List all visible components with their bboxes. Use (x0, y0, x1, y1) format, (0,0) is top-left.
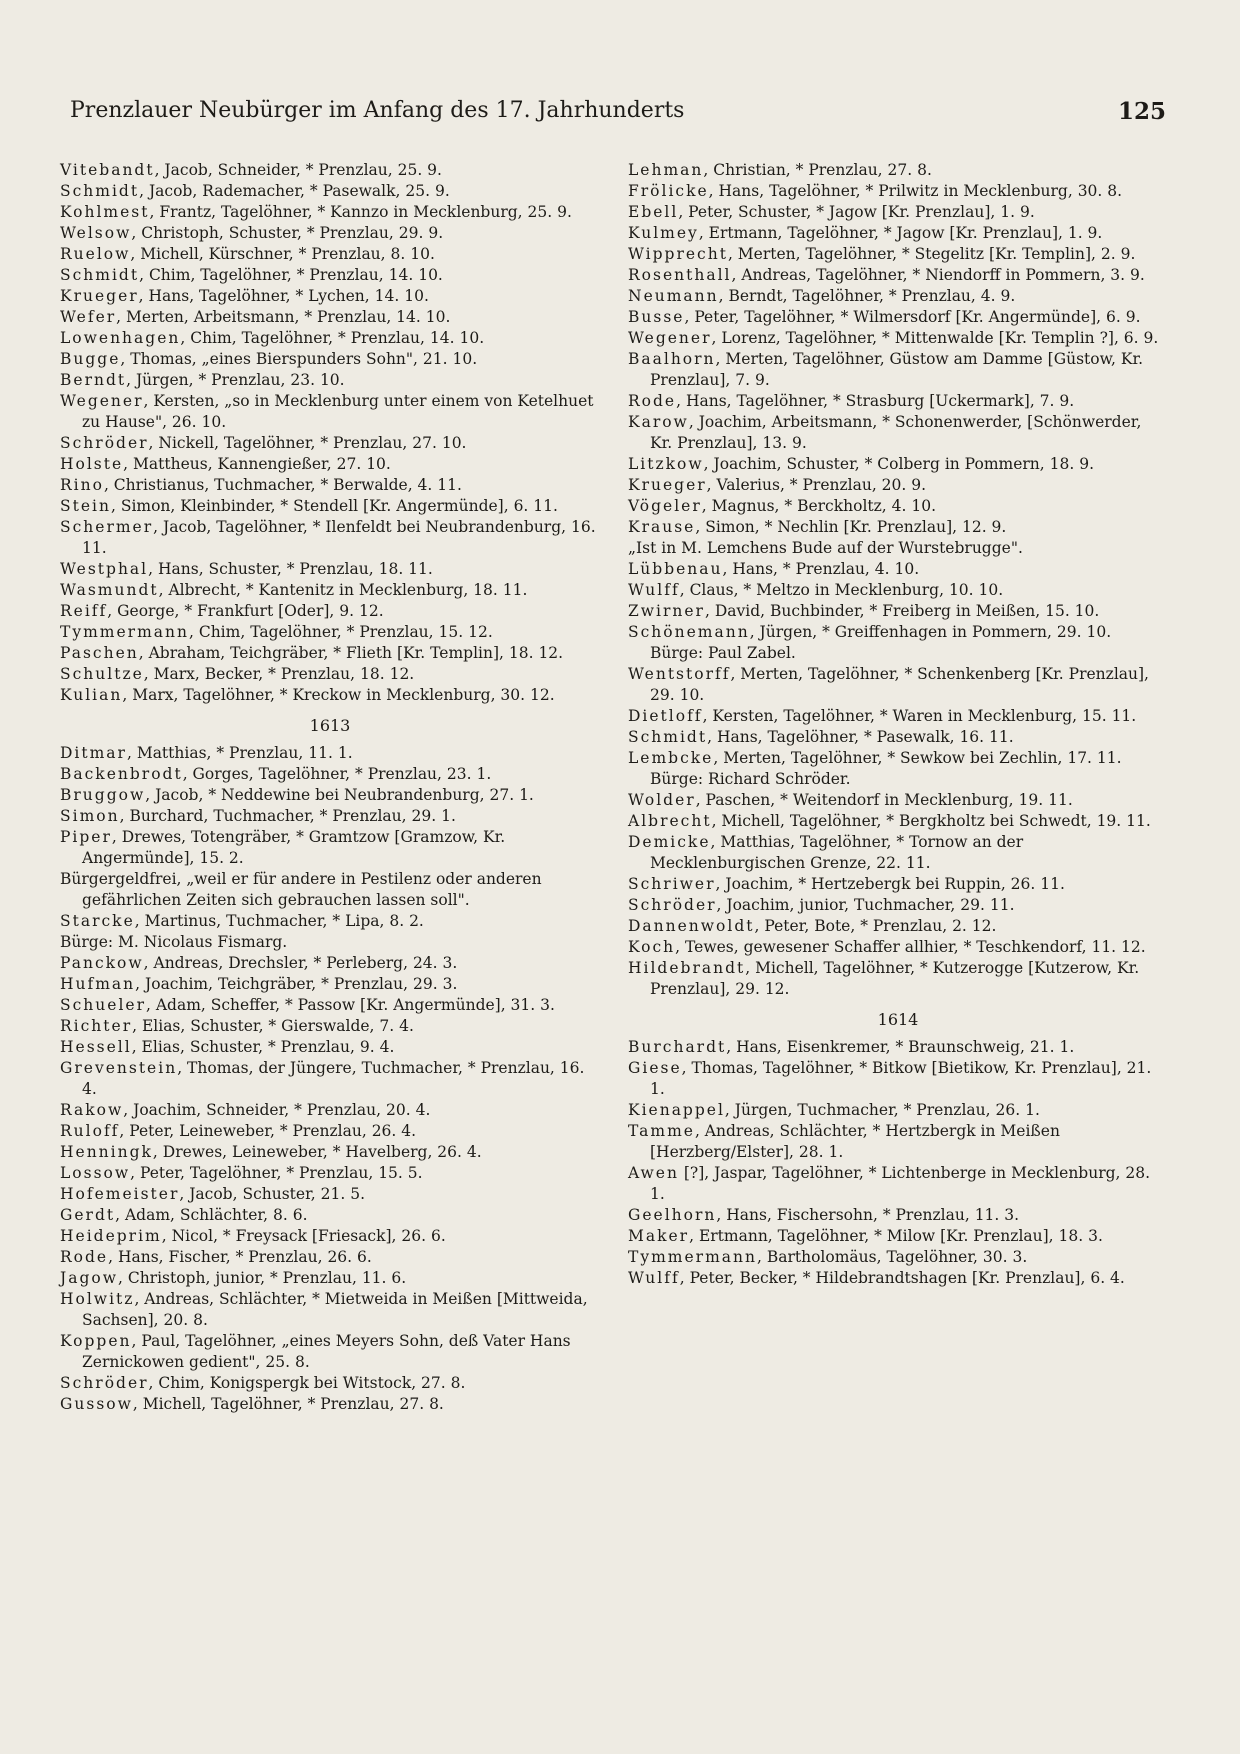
entry-details: , Ertmann, Tagelöhner, * Milow [Kr. Prenzlau], 18. 3. (689, 1227, 1103, 1245)
register-entry (60, 1142, 600, 1163)
register-entry (60, 454, 600, 475)
right-column (628, 160, 1168, 1289)
register-entry (628, 580, 1168, 601)
entry-details: , Andreas, Schlächter, * Mietweida in Meißen [Mittweida, Sachsen], 20. 8. (82, 1290, 588, 1329)
entry-surname: Kulmey (628, 224, 699, 242)
entry-details: , Jürgen, Tuchmacher, * Prenzlau, 26. 1. (724, 1101, 1040, 1119)
register-entry (60, 370, 600, 391)
register-entry (60, 827, 600, 869)
entry-details: , Hans, Tagelöhner, * Pasewalk, 16. 11. (707, 728, 1014, 746)
entry-surname: Bugge (60, 350, 121, 368)
register-entry (628, 727, 1168, 748)
register-entry (60, 1163, 600, 1184)
register-entry (628, 475, 1168, 496)
entry-details: , Joachim, Schuster, * Colberg in Pommern, 18. 9. (703, 455, 1094, 473)
register-entry (60, 622, 600, 643)
register-entry (628, 265, 1168, 286)
register-entry (628, 832, 1168, 874)
register-entry (628, 937, 1168, 958)
entry-details: , Frantz, Tagelöhner, * Kannzo in Mecklenburg, 25. 9. (149, 203, 572, 221)
entry-details: , Hans, * Prenzlau, 4. 10. (722, 560, 920, 578)
register-entry (628, 244, 1168, 265)
entry-surname: Lübbenau (628, 560, 723, 578)
register-entry (60, 1247, 600, 1268)
register-entry (628, 202, 1168, 223)
entry-details: , Chim, Tagelöhner, * Prenzlau, 15. 12. (188, 623, 493, 641)
entry-details: , Adam, Scheffer, * Passow [Kr. Angermünde], 31. 3. (145, 996, 555, 1014)
entry-surname: Jagow (60, 1269, 118, 1287)
entry-details: , Drewes, Leineweber, * Havelberg, 26. 4. (152, 1143, 482, 1161)
entry-surname: Simon (60, 807, 120, 825)
entry-details: , Kersten, Tagelöhner, * Waren in Mecklenburg, 15. 11. (702, 707, 1137, 725)
entry-surname: Schmidt (628, 728, 708, 746)
register-entry (60, 496, 600, 517)
entry-details: „Ist in M. Lemchens Bude auf der Wurstebrugge". (628, 539, 1023, 557)
entry-details: , Hans, Fischer, * Prenzlau, 26. 6. (108, 1248, 372, 1266)
entry-details: , Simon, * Nechlin [Kr. Prenzlau], 12. 9. (695, 518, 1007, 536)
entry-details: , Michell, Tagelöhner, * Prenzlau, 27. 8. (132, 1395, 444, 1413)
register-entry (628, 1268, 1168, 1289)
entry-surname: Vitebandt (60, 161, 155, 179)
entry-surname: Tymmermann (60, 623, 189, 641)
entry-details: , Hans, Tagelöhner, * Prilwitz in Mecklenburg, 30. 8. (708, 182, 1123, 200)
entry-surname: Hofemeister (60, 1185, 180, 1203)
register-entry (60, 1121, 600, 1142)
register-entry (60, 743, 600, 764)
entry-details: , Andreas, Schlächter, * Hertzbergk in Meißen [Herzberg/Elster], 28. 1. (650, 1122, 1060, 1161)
entry-details: , Peter, Tagelöhner, * Prenzlau, 15. 5. (130, 1164, 423, 1182)
entry-surname: Albrecht (628, 812, 712, 830)
entry-details: , Hans, Tagelöhner, * Lychen, 14. 10. (138, 287, 429, 305)
register-entry (628, 1163, 1168, 1205)
entry-details: , Joachim, Teichgräber, * Prenzlau, 29. 3. (135, 975, 458, 993)
entry-surname: Rino (60, 476, 104, 494)
entry-surname: Koppen (60, 1332, 132, 1350)
register-entry (628, 958, 1168, 1000)
register-entry (60, 1205, 600, 1226)
entry-details: , Paul, Tagelöhner, „eines Meyers Sohn, deß Vater Hans Zernickowen gedient", 25. 8. (82, 1332, 571, 1371)
page-header (70, 98, 1166, 132)
entry-details: , Hans, Tagelöhner, * Strasburg [Uckermark], 7. 9. (676, 392, 1075, 410)
entry-details: , Peter, Becker, * Hildebrandtshagen [Kr. Prenzlau], 6. 4. (679, 1269, 1125, 1287)
register-entry (60, 1184, 600, 1205)
entry-details: , Matthias, * Prenzlau, 11. 1. (126, 744, 353, 762)
register-entry (628, 454, 1168, 475)
entry-surname: Westphal (60, 560, 149, 578)
entry-details: , Peter, Bote, * Prenzlau, 2. 12. (754, 917, 997, 935)
entry-details: , Burchard, Tuchmacher, * Prenzlau, 29. 1. (119, 807, 456, 825)
entry-surname: Gussow (60, 1395, 133, 1413)
entry-details: , Peter, Schuster, * Jagow [Kr. Prenzlau], 1. 9. (678, 203, 1035, 221)
entry-details: , Michell, Tagelöhner, * Bergkholtz bei Schwedt, 19. 11. (711, 812, 1151, 830)
entry-surname: Baalhorn (628, 350, 716, 368)
entry-details: , Thomas, der Jüngere, Tuchmacher, * Prenzlau, 16. 4. (82, 1059, 585, 1098)
entry-details: , Simon, Kleinbinder, * Stendell [Kr. Angermünde], 6. 11. (110, 497, 558, 515)
register-entry (60, 1226, 600, 1247)
entry-surname: Wipprecht (628, 245, 728, 263)
entry-surname: Starcke (60, 912, 135, 930)
entry-surname: Welsow (60, 224, 132, 242)
register-entry (60, 286, 600, 307)
register-entry (628, 1247, 1168, 1268)
register-entry (628, 622, 1168, 664)
register-entry (60, 328, 600, 349)
register-entry (60, 869, 600, 911)
entry-surname: Schmidt (60, 182, 140, 200)
register-entry (628, 391, 1168, 412)
entry-surname: Gerdt (60, 1206, 116, 1224)
entry-surname: Koch (628, 938, 676, 956)
register-entry (628, 328, 1168, 349)
entry-details: , Jacob, Schneider, * Prenzlau, 25. 9. (154, 161, 442, 179)
entry-surname: Neumann (628, 287, 719, 305)
register-entry (628, 1058, 1168, 1100)
entry-surname: Vögeler (628, 497, 702, 515)
entry-details: , Elias, Schuster, * Prenzlau, 9. 4. (131, 1038, 395, 1056)
register-entry (60, 764, 600, 785)
entry-details: , Hans, Fischersohn, * Prenzlau, 11. 3. (716, 1206, 1020, 1224)
entry-surname: Wolder (628, 791, 696, 809)
entry-surname: Paschen (60, 644, 139, 662)
entry-surname: Schröder (60, 1374, 149, 1392)
entry-surname: Piper (60, 828, 112, 846)
entry-details: , Kersten, „so in Mecklenburg unter einem von Ketelhuet zu Hause", 26. 10. (82, 392, 594, 431)
entry-surname: Wegener (628, 329, 712, 347)
entry-details: , Jacob, * Neddewine bei Neubrandenburg, 27. 1. (145, 786, 534, 804)
entry-details: , Drewes, Totengräber, * Gramtzow [Gramzow, Kr. Angermünde], 15. 2. (82, 828, 506, 867)
register-entry (60, 601, 600, 622)
entry-surname: Wasmundt (60, 581, 159, 599)
entry-surname: Wulff (628, 1269, 680, 1287)
entry-details: , Merten, Tagelöhner, Güstow am Damme [Güstow, Kr. Prenzlau], 7. 9. (650, 350, 1144, 389)
entry-details: , Christianus, Tuchmacher, * Berwalde, 4. 11. (103, 476, 462, 494)
entry-surname: Hufman (60, 975, 136, 993)
register-entry (60, 244, 600, 265)
register-entry (60, 349, 600, 370)
register-entry (60, 307, 600, 328)
entry-surname: Wefer (60, 308, 117, 326)
entry-surname: Wegener (60, 392, 144, 410)
entry-surname: Panckow (60, 954, 144, 972)
page-number: 125 (1117, 98, 1166, 125)
entry-surname: Henningk (60, 1143, 153, 1161)
register-entry (628, 538, 1168, 559)
register-entry (60, 391, 600, 433)
entry-details: , Merten, Tagelöhner, * Stegelitz [Kr. Templin], 2. 9. (727, 245, 1136, 263)
entry-surname: Schönemann (628, 623, 750, 641)
entry-surname: Maker (628, 1227, 690, 1245)
entry-details: , Joachim, Schneider, * Prenzlau, 20. 4. (123, 1101, 431, 1119)
entry-surname: Lembcke (628, 749, 714, 767)
entry-surname: Krueger (60, 287, 139, 305)
entry-surname: Krause (628, 518, 696, 536)
register-entry (60, 1373, 600, 1394)
entry-details: , Joachim, Arbeitsmann, * Schonenwerder, [Schönwerder, Kr. Prenzlau], 13. 9. (650, 413, 1142, 452)
register-entry (60, 475, 600, 496)
register-entry (60, 580, 600, 601)
register-entry (628, 286, 1168, 307)
entry-surname: Tamme (628, 1122, 695, 1140)
entry-surname: Schmidt (60, 266, 140, 284)
register-entry (628, 811, 1168, 832)
entry-surname: Bruggow (60, 786, 146, 804)
entry-details: , Merten, Tagelöhner, * Schenkenberg [Kr. Prenzlau], 29. 10. (650, 665, 1149, 704)
register-entry (628, 496, 1168, 517)
register-entry (60, 1037, 600, 1058)
register-entry (60, 932, 600, 953)
entry-surname: Kulian (60, 686, 123, 704)
entry-details: , Christian, * Prenzlau, 27. 8. (703, 161, 932, 179)
register-entry (628, 1100, 1168, 1121)
entry-details: , Christoph, Schuster, * Prenzlau, 29. 9. (131, 224, 444, 242)
entry-details: , Michell, Tagelöhner, * Kutzerogge [Kutzerow, Kr. Prenzlau], 29. 12. (650, 959, 1140, 998)
entry-surname: Backenbrodt (60, 765, 183, 783)
entry-details: , Michell, Kürschner, * Prenzlau, 8. 10. (130, 245, 435, 263)
entry-details: , Magnus, * Berckholtz, 4. 10. (701, 497, 937, 515)
register-entry (628, 349, 1168, 391)
register-entry (628, 223, 1168, 244)
entry-details: , Abraham, Teichgräber, * Flieth [Kr. Templin], 18. 12. (138, 644, 564, 662)
entry-details: , Martinus, Tuchmacher, * Lipa, 8. 2. (134, 912, 424, 930)
entry-surname: Schröder (628, 896, 717, 914)
register-entry (60, 160, 600, 181)
entry-details: , Nicol, * Freysack [Friesack], 26. 6. (161, 1227, 446, 1245)
register-entry (628, 748, 1168, 790)
entry-surname: Demicke (628, 833, 711, 851)
entry-surname: Rode (60, 1248, 109, 1266)
entry-surname: Stein (60, 497, 111, 515)
entry-details: Bürge: M. Nicolaus Fismarg. (60, 933, 288, 951)
register-entry (60, 202, 600, 223)
entry-surname: Schröder (60, 434, 149, 452)
entry-details: , Nickell, Tagelöhner, * Prenzlau, 27. 10. (148, 434, 467, 452)
entry-surname: Burchardt (628, 1038, 727, 1056)
register-entry (60, 1268, 600, 1289)
entry-details: , Chim, Konigspergk bei Witstock, 27. 8. (148, 1374, 466, 1392)
entry-surname: Frölicke (628, 182, 709, 200)
register-entry (60, 953, 600, 974)
entry-details: , Marx, Tagelöhner, * Kreckow in Mecklenburg, 30. 12. (122, 686, 555, 704)
entry-surname: Dannenwoldt (628, 917, 755, 935)
entry-surname: Grevenstein (60, 1059, 178, 1077)
entry-surname: Hildebrandt (628, 959, 746, 977)
entry-surname: Wentstorff (628, 665, 731, 683)
register-entry (628, 1037, 1168, 1058)
entry-surname: Zwirner (628, 602, 705, 620)
entry-details: , Jacob, Schuster, 21. 5. (179, 1185, 366, 1203)
entry-details: , Tewes, gewesener Schaffer allhier, * Teschkendorf, 11. 12. (675, 938, 1146, 956)
entry-surname: Holste (60, 455, 124, 473)
entry-details: , Ertmann, Tagelöhner, * Jagow [Kr. Prenzlau], 1. 9. (698, 224, 1103, 242)
register-entry (60, 995, 600, 1016)
entry-surname: Wulff (628, 581, 680, 599)
register-entry (628, 160, 1168, 181)
entry-details: , David, Buchbinder, * Freiberg in Meißen, 15. 10. (704, 602, 1100, 620)
register-entry (628, 559, 1168, 580)
entry-details: , Chim, Tagelöhner, * Prenzlau, 14. 10. (139, 266, 443, 284)
year-heading: 1613 (309, 716, 351, 735)
entry-surname: Tymmermann (628, 1248, 757, 1266)
entry-details: , Peter, Leineweber, * Prenzlau, 26. 4. (119, 1122, 417, 1140)
register-entry (628, 307, 1168, 328)
register-entry (60, 643, 600, 664)
entry-details: , Bartholomäus, Tagelöhner, 30. 3. (756, 1248, 1028, 1266)
entry-details: , Thomas, Tagelöhner, * Bitkow [Bietikow, Kr. Prenzlau], 21. 1. (650, 1059, 1152, 1098)
entry-details: , Chim, Tagelöhner, * Prenzlau, 14. 10. (180, 329, 485, 347)
entry-details: , Marx, Becker, * Prenzlau, 18. 12. (143, 665, 415, 683)
register-entry (60, 664, 600, 685)
register-entry (628, 517, 1168, 538)
register-entry (628, 181, 1168, 202)
register-entry (60, 1331, 600, 1373)
entry-surname: Schueler (60, 996, 146, 1014)
entry-details: , George, * Frankfurt [Oder], 9. 12. (107, 602, 384, 620)
register-entry (60, 1100, 600, 1121)
entry-surname: Dietloff (628, 707, 703, 725)
running-title: Prenzlauer Neubürger im Anfang des 17. Jahrhunderts (70, 98, 685, 123)
register-entry (60, 1016, 600, 1037)
entry-details: [?], Jaspar, Tagelöhner, * Lichtenberge in Mecklenburg, 28. 1. (650, 1164, 1151, 1203)
entry-surname: Schriwer (628, 875, 716, 893)
register-entry (628, 706, 1168, 727)
entry-surname: Geelhorn (628, 1206, 717, 1224)
register-entry (628, 1226, 1168, 1247)
entry-details: , Merten, Arbeitsmann, * Prenzlau, 14. 10. (116, 308, 451, 326)
entry-details: , Lorenz, Tagelöhner, * Mittenwalde [Kr. Templin ?], 6. 9. (711, 329, 1159, 347)
entry-surname: Rosenthall (628, 266, 732, 284)
entry-surname: Schermer (60, 518, 154, 536)
entry-details: , Albrecht, * Kantenitz in Mecklenburg, 18. 11. (158, 581, 528, 599)
register-entry (60, 433, 600, 454)
entry-surname: Ruelow (60, 245, 131, 263)
entry-details: , Andreas, Tagelöhner, * Niendorff in Pommern, 3. 9. (731, 266, 1145, 284)
entry-surname: Ditmar (60, 744, 127, 762)
entry-details: , Jürgen, * Prenzlau, 23. 10. (126, 371, 345, 389)
entry-details: , Merten, Tagelöhner, * Sewkow bei Zechlin, 17. 11. Bürge: Richard Schröder. (650, 749, 1122, 788)
entry-surname: Awen (628, 1164, 679, 1182)
register-entry (60, 559, 600, 580)
entry-details: , Berndt, Tagelöhner, * Prenzlau, 4. 9. (718, 287, 1016, 305)
entry-details: , Jacob, Rademacher, * Pasewalk, 25. 9. (139, 182, 450, 200)
entry-details: , Hans, Eisenkremer, * Braunschweig, 21. 1. (726, 1038, 1075, 1056)
register-entry (60, 1394, 600, 1415)
register-entry (60, 1289, 600, 1331)
entry-details: , Christoph, junior, * Prenzlau, 11. 6. (117, 1269, 407, 1287)
register-entry (60, 806, 600, 827)
entry-details: , Joachim, * Hertzebergk bei Ruppin, 26. 11. (715, 875, 1065, 893)
year-heading: 1614 (877, 1010, 919, 1029)
entry-surname: Lossow (60, 1164, 131, 1182)
entry-details: , Thomas, „eines Bierspunders Sohn", 21. 10. (120, 350, 478, 368)
register-entry (628, 1205, 1168, 1226)
entry-surname: Ruloff (60, 1122, 120, 1140)
register-entry (628, 412, 1168, 454)
register-entry (60, 911, 600, 932)
entry-details: , Hans, Schuster, * Prenzlau, 18. 11. (148, 560, 433, 578)
entry-details: , Elias, Schuster, * Gierswalde, 7. 4. (132, 1017, 414, 1035)
entry-details: , Jacob, Tagelöhner, * Ilenfeldt bei Neubrandenburg, 16. 11. (82, 518, 596, 557)
entry-surname: Rakow (60, 1101, 124, 1119)
entry-surname: Reiff (60, 602, 108, 620)
entry-details: , Gorges, Tagelöhner, * Prenzlau, 23. 1. (182, 765, 492, 783)
register-entry (628, 664, 1168, 706)
register-entry (628, 916, 1168, 937)
entry-surname: Lowenhagen (60, 329, 181, 347)
entry-details: Bürgergeldfrei, „weil er für andere in Pestilenz oder anderen gefährlichen Zeiten sich gebrauchen lassen soll". (60, 870, 542, 909)
entry-details: , Valerius, * Prenzlau, 20. 9. (706, 476, 927, 494)
entry-details: , Peter, Tagelöhner, * Wilmersdorf [Kr. Angermünde], 6. 9. (684, 308, 1141, 326)
register-entry (60, 1058, 600, 1100)
entry-surname: Rode (628, 392, 677, 410)
register-entry (60, 181, 600, 202)
entry-details: , Mattheus, Kannengießer, 27. 10. (123, 455, 391, 473)
entry-details: , Andreas, Drechsler, * Perleberg, 24. 3. (143, 954, 458, 972)
left-column (60, 160, 600, 1415)
entry-surname: Heideprim (60, 1227, 162, 1245)
register-entry (628, 790, 1168, 811)
register-entry (628, 895, 1168, 916)
entry-surname: Busse (628, 308, 685, 326)
entry-surname: Ebell (628, 203, 679, 221)
register-entry (60, 517, 600, 559)
entry-surname: Krueger (628, 476, 707, 494)
entry-details: , Jürgen, * Greiffenhagen in Pommern, 29. 10. Bürge: Paul Zabel. (650, 623, 1112, 662)
entry-details: , Paschen, * Weitendorf in Mecklenburg, 19. 11. (695, 791, 1073, 809)
entry-details: , Matthias, Tagelöhner, * Tornow an der Mecklenburgischen Grenze, 22. 11. (650, 833, 1024, 872)
register-entry (60, 974, 600, 995)
register-entry (60, 685, 600, 706)
entry-details: , Joachim, junior, Tuchmacher, 29. 11. (716, 896, 1015, 914)
register-entry (628, 601, 1168, 622)
entry-surname: Lehman (628, 161, 704, 179)
register-entry (60, 265, 600, 286)
entry-details: , Adam, Schlächter, 8. 6. (115, 1206, 308, 1224)
entry-details: , Claus, * Meltzo in Mecklenburg, 10. 10. (679, 581, 1004, 599)
entry-surname: Berndt (60, 371, 127, 389)
entry-surname: Hessell (60, 1038, 132, 1056)
entry-surname: Giese (628, 1059, 682, 1077)
entry-surname: Karow (628, 413, 689, 431)
register-entry (60, 223, 600, 244)
entry-surname: Richter (60, 1017, 133, 1035)
register-entry (60, 785, 600, 806)
entry-surname: Kienappel (628, 1101, 725, 1119)
register-entry (628, 1121, 1168, 1163)
entry-surname: Litzkow (628, 455, 704, 473)
entry-surname: Schultze (60, 665, 144, 683)
entry-surname: Kohlmest (60, 203, 150, 221)
entry-surname: Holwitz (60, 1290, 135, 1308)
register-entry (628, 874, 1168, 895)
